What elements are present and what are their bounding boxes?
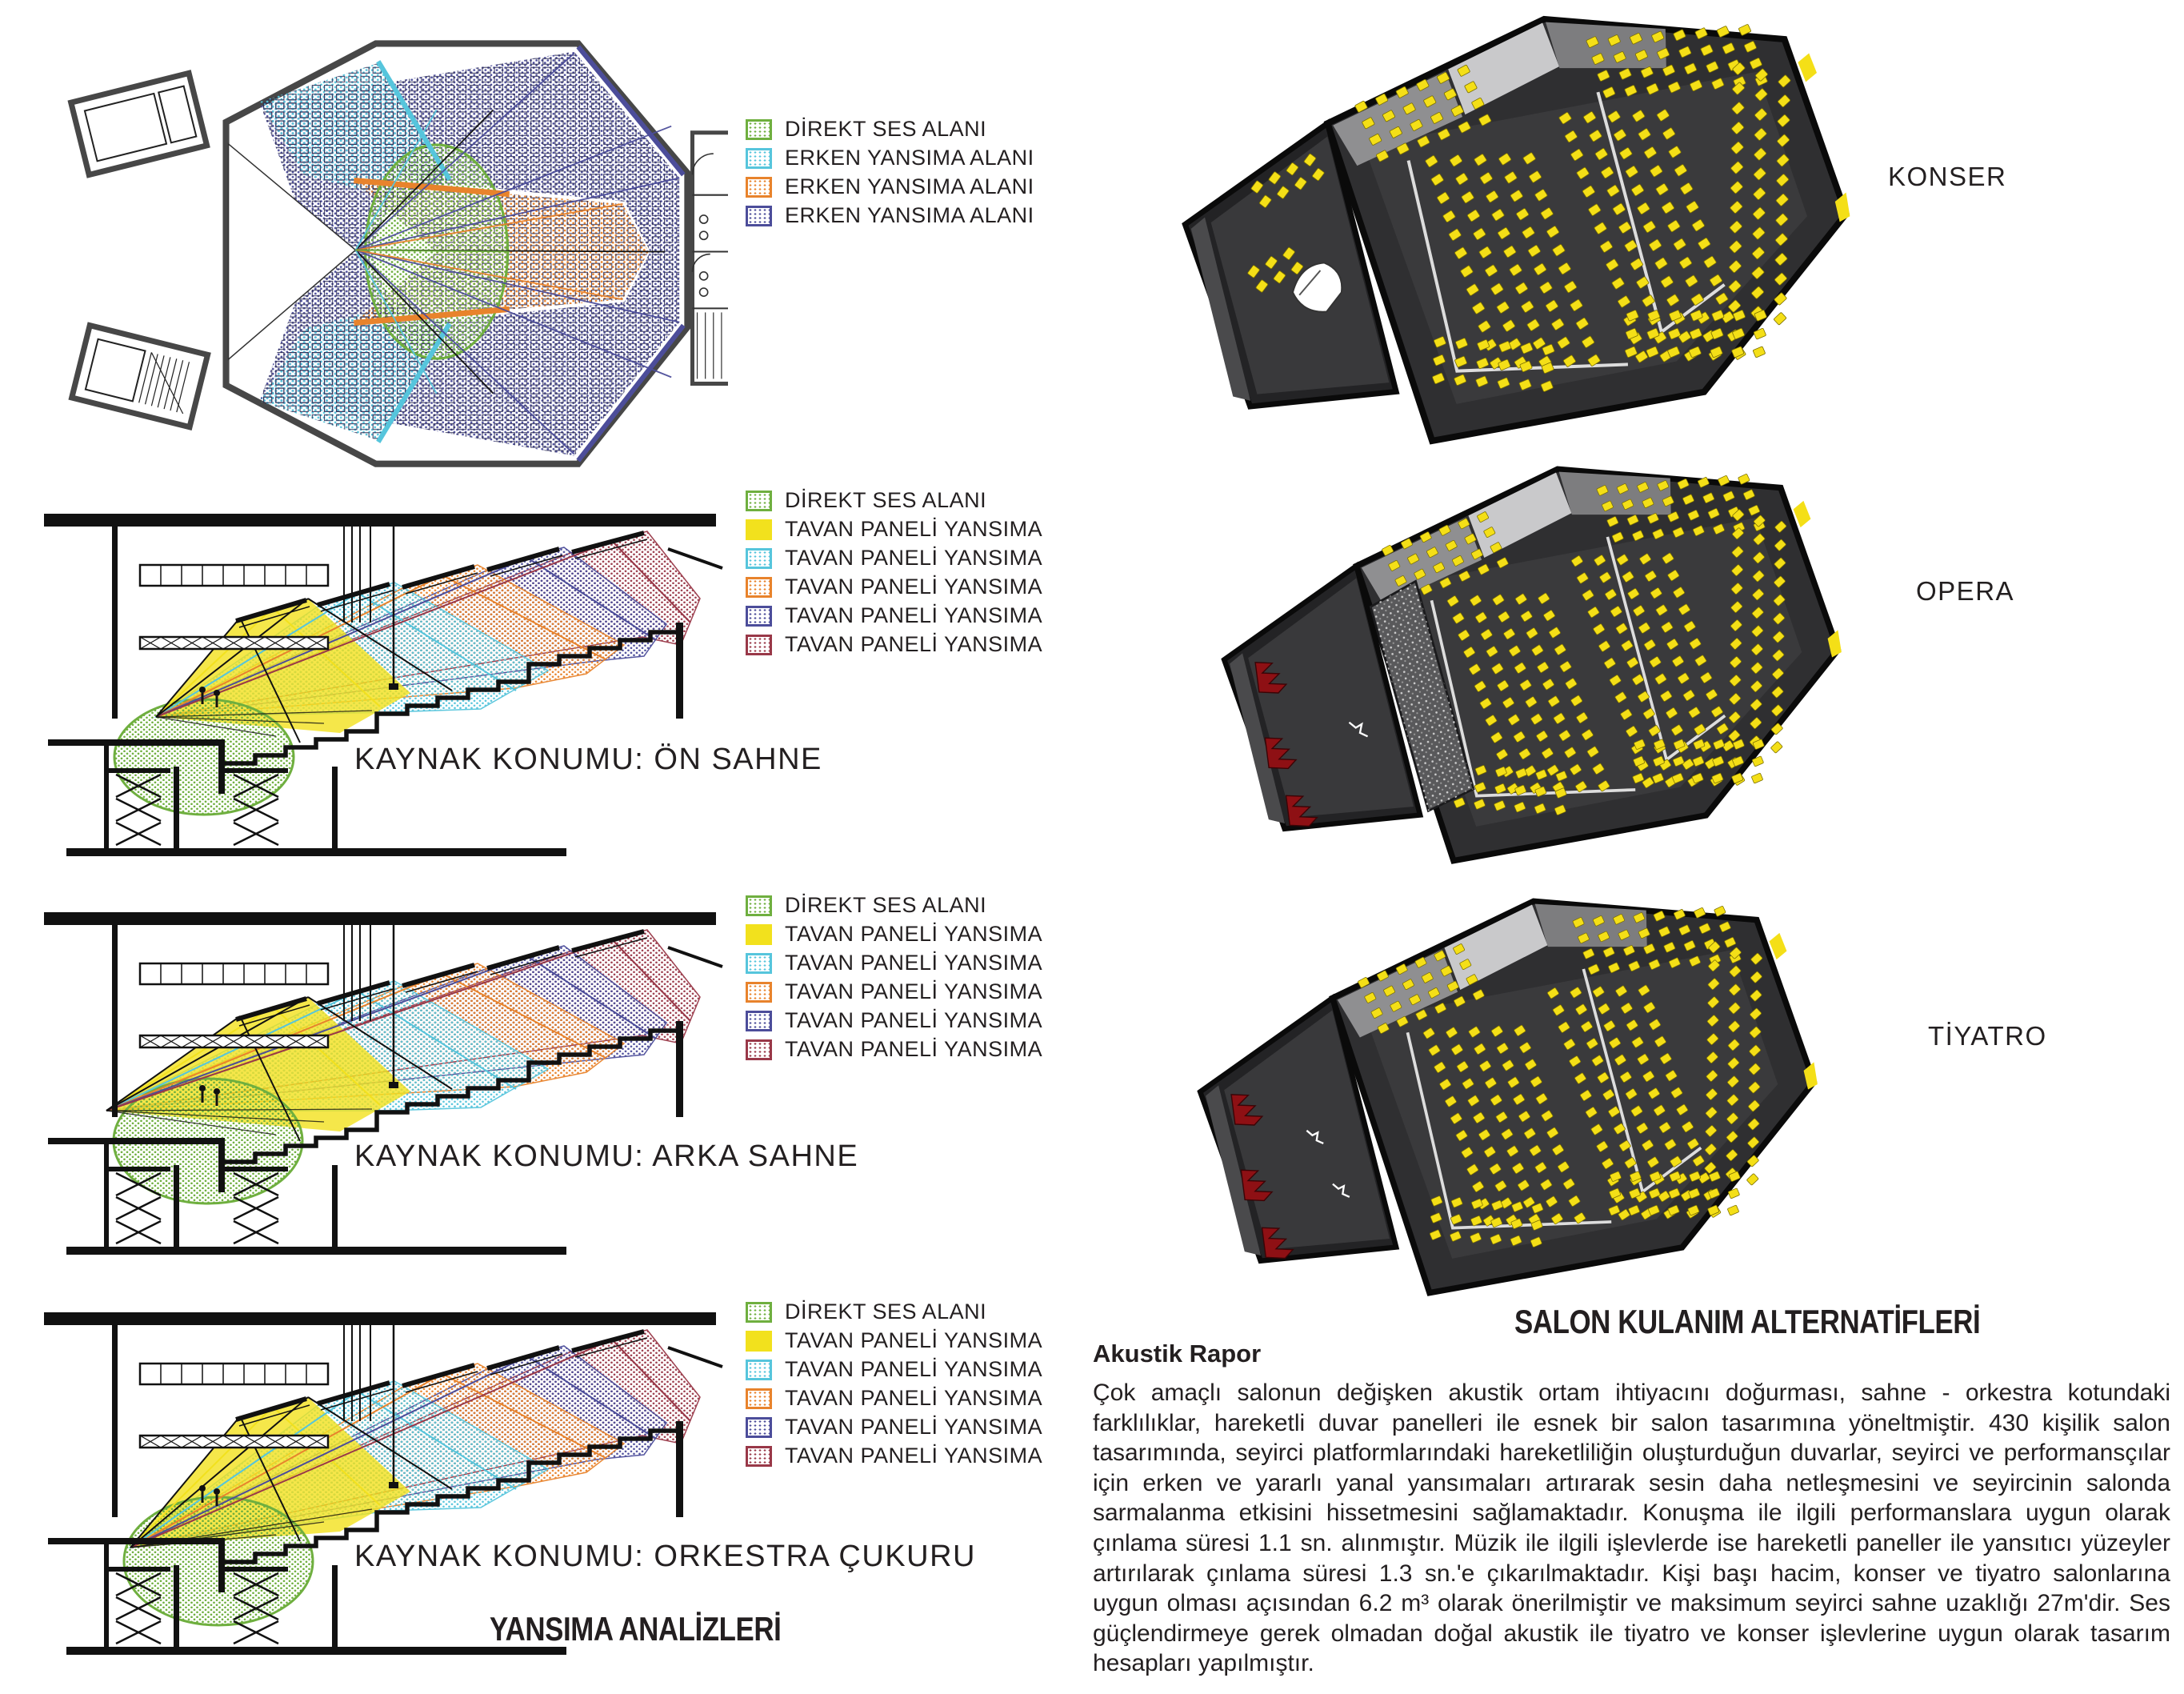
legend-swatch-icon <box>746 491 772 511</box>
legend-item-label: TAVAN PANELİ YANSIMA <box>785 1328 1043 1352</box>
legend-item <box>746 923 1042 945</box>
legend-item-label: DİREKT SES ALANI <box>785 1300 987 1324</box>
legend-item-label: ERKEN YANSIMA ALANI <box>785 174 1034 198</box>
legend-item-label: ERKEN YANSIMA ALANI <box>785 203 1034 227</box>
report-heading: Akustik Rapor <box>1093 1340 1262 1368</box>
render-tiyatro <box>1140 895 1860 1311</box>
legend-item-label: DİREKT SES ALANI <box>785 893 987 917</box>
legend-item <box>746 952 1042 974</box>
label-opera: OPERA <box>1916 576 2015 606</box>
legend-item <box>746 1010 1042 1031</box>
legend-item <box>746 205 1034 226</box>
legend-item <box>746 490 1042 511</box>
legend-swatch-icon <box>746 206 772 226</box>
legend-swatch-icon <box>746 119 772 140</box>
legend-item-label: TAVAN PANELİ YANSIMA <box>785 979 1043 1003</box>
legend-swatch-icon <box>746 1388 772 1409</box>
legend-item <box>746 1445 1042 1467</box>
legend-swatch-icon <box>746 519 772 540</box>
plan-diagram <box>56 10 728 490</box>
legend-item <box>746 118 1034 140</box>
legend-item <box>746 981 1042 1003</box>
legend-item-label: TAVAN PANELİ YANSIMA <box>785 922 1043 946</box>
legend-swatch-icon <box>746 1360 772 1380</box>
legend-swatch-icon <box>746 895 772 916</box>
legend-item <box>746 1301 1042 1323</box>
hall-render-concert <box>1144 12 1872 460</box>
legend-item-label: TAVAN PANELİ YANSIMA <box>785 951 1043 975</box>
legend-item-label: TAVAN PANELİ YANSIMA <box>785 1386 1043 1410</box>
hall-body <box>1175 895 1848 1311</box>
hall-render-opera <box>1168 463 1880 879</box>
legend-swatch-icon <box>746 606 772 627</box>
legend-swatch-icon <box>746 953 772 974</box>
title-reflection-analyses: YANSIMA ANALİZLERİ <box>490 1610 782 1648</box>
legend-section-1 <box>746 490 1042 655</box>
legend-swatch-icon <box>746 548 772 569</box>
render-konser <box>1144 12 1872 460</box>
section-reflection-rear-stage <box>36 901 724 1277</box>
legend-item-label: TAVAN PANELİ YANSIMA <box>785 517 1043 541</box>
legend-swatch-icon <box>746 924 772 945</box>
legend-swatch-icon <box>746 148 772 169</box>
legend-swatch-icon <box>746 577 772 598</box>
legend-item-label: DİREKT SES ALANI <box>785 117 987 141</box>
legend-item <box>746 176 1034 198</box>
plan-reflection-diagram <box>56 10 728 490</box>
legend-item <box>746 147 1034 169</box>
legend-item-label: TAVAN PANELİ YANSIMA <box>785 1037 1043 1061</box>
legend-item <box>746 547 1042 569</box>
legend-swatch-icon <box>746 1039 772 1060</box>
legend-item <box>746 1416 1042 1438</box>
legend-section-2 <box>746 895 1042 1060</box>
legend-item-label: TAVAN PANELİ YANSIMA <box>785 1008 1043 1032</box>
hall-body <box>1199 463 1872 879</box>
caption-rear-stage: KAYNAK KONUMU: ARKA SAHNE <box>354 1139 859 1173</box>
caption-orchestra-pit: KAYNAK KONUMU: ORKESTRA ÇUKURU <box>354 1540 976 1573</box>
legend-item-label: TAVAN PANELİ YANSIMA <box>785 632 1043 656</box>
legend-item-label: TAVAN PANELİ YANSIMA <box>785 575 1043 599</box>
title-hall-use-alternatives: SALON KULANIM ALTERNATİFLERİ <box>1514 1303 1981 1340</box>
legend-item-label: TAVAN PANELİ YANSIMA <box>785 546 1043 570</box>
legend-item-label: TAVAN PANELİ YANSIMA <box>785 1357 1043 1381</box>
legend-item-label: DİREKT SES ALANI <box>785 488 987 512</box>
legend-item <box>746 1330 1042 1352</box>
legend-item-label: ERKEN YANSIMA ALANI <box>785 146 1034 170</box>
legend-item <box>746 1388 1042 1409</box>
render-opera <box>1168 463 1880 879</box>
legend-section-3 <box>746 1301 1042 1467</box>
legend-item-label: TAVAN PANELİ YANSIMA <box>785 603 1043 627</box>
legend-swatch-icon <box>746 1302 772 1323</box>
legend-swatch-icon <box>746 1331 772 1352</box>
legend-swatch-icon <box>746 1011 772 1031</box>
legend-item <box>746 634 1042 655</box>
hall-render-theatre <box>1140 895 1860 1311</box>
section-diagram-front-stage <box>36 503 724 879</box>
legend-item <box>746 1359 1042 1380</box>
legend-item <box>746 519 1042 540</box>
legend-plan <box>746 118 1034 226</box>
legend-item <box>746 1039 1042 1060</box>
legend-item-label: TAVAN PANELİ YANSIMA <box>785 1444 1043 1468</box>
section-diagram-rear-stage <box>36 901 724 1277</box>
legend-item <box>746 576 1042 598</box>
label-tiyatro: TİYATRO <box>1928 1021 2047 1051</box>
caption-front-stage: KAYNAK KONUMU: ÖN SAHNE <box>354 743 822 776</box>
legend-item <box>746 605 1042 627</box>
legend-item-label: TAVAN PANELİ YANSIMA <box>785 1415 1043 1439</box>
legend-swatch-icon <box>746 177 772 198</box>
hall-body <box>1158 12 1872 460</box>
legend-item <box>746 895 1042 916</box>
legend-swatch-icon <box>746 635 772 655</box>
report-body: Çok amaçlı salonun değişken akustik ortam ihtiyacını doğurması, sahne - orkestra kotundaki farklılıklar, hareketli duvar panelleri ile esnek bir salon tasarımına yöneltmiştir. 430 kişilik salon tasarımında, seyirci platformlarındaki hareketliliğin oluşturduğun duvarlar, seyirci ve performansçılar için erken ve yararlı yanal yansımaları artırarak sesin daha netleşmesini ve seyircinin salonda sarmalanma etkisini hissetmesini sağlamaktadır. Konuşma ile ilgili performanslara uygun olarak çınlama süresi 1.1 sn. alınmıştır. Müzik ile ilgili işlevlerde ise hareketli paneller ile yansıtıcı yüzeyler artırılarak çınlama süresi 1.3 sn.'e çıkarılmaktadır. Kişi başı hacim, konser ve tiyatro salonlarına uygun olması açısından 6.2 m³ olarak önerilmiştir ve maksimum seyirci sahne uzaklığı 27m'dir. Ses güçlendirmeye gerek olmadan doğal akustik ile tiyatro ve konser işlevlerine uygun olarak tasarım hesapları yapılmıştır. <box>1093 1380 2170 1677</box>
legend-swatch-icon <box>746 1446 772 1467</box>
legend-swatch-icon <box>746 982 772 1003</box>
label-konser: KONSER <box>1888 162 2007 191</box>
section-reflection-front-stage <box>36 503 724 879</box>
legend-swatch-icon <box>746 1417 772 1438</box>
